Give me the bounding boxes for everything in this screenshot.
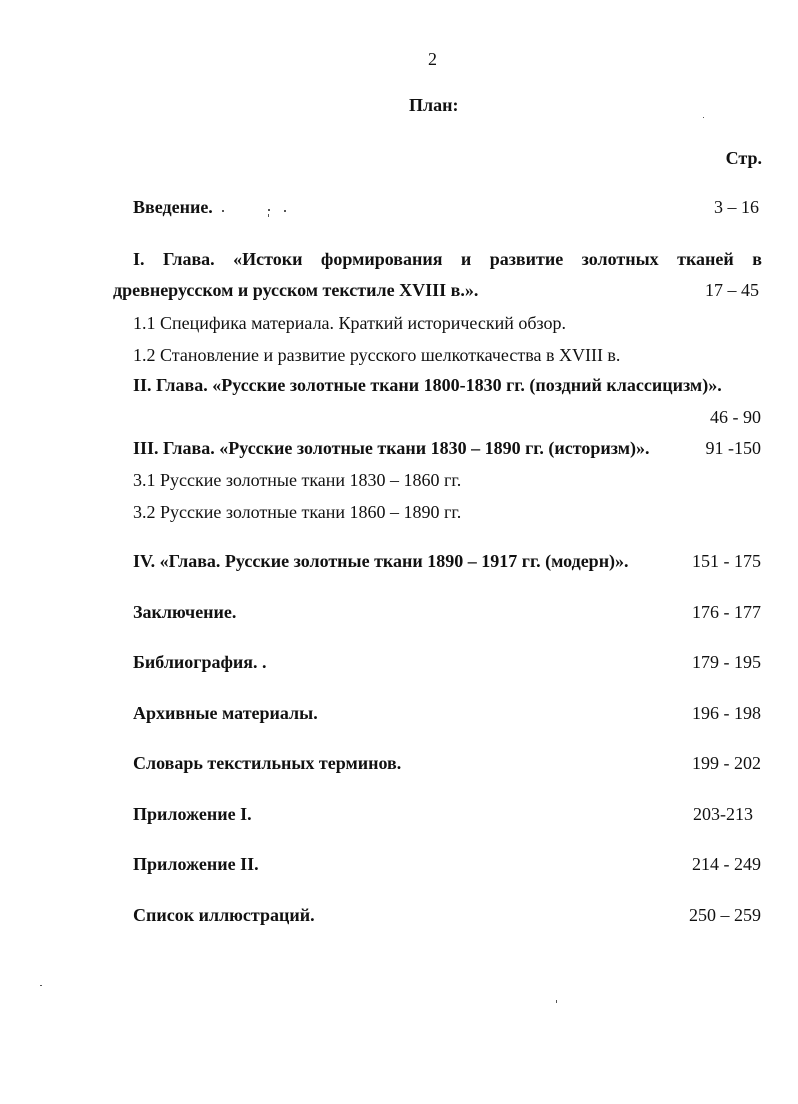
page-title: План: (409, 95, 459, 115)
toc-ch3-sub2: 3.2 Русские золотные ткани 1860 – 1890 гг. (133, 502, 462, 522)
scan-speck (703, 117, 704, 118)
toc-archives-pages: 196 - 198 (692, 703, 761, 723)
toc-illustrations-pages: 250 – 259 (689, 905, 761, 925)
toc-ch1-word: I. (133, 249, 145, 269)
scan-speck (556, 1000, 557, 1003)
toc-ch1-pages: 17 – 45 (705, 280, 759, 300)
toc-ch4-label: IV. «Глава. Русские золотные ткани 1890 – 1917 гг. (модерн)». (133, 551, 629, 571)
toc-bibliography-pages: 179 - 195 (692, 652, 761, 672)
scan-speck (268, 214, 269, 217)
toc-ch1-word: тканей (677, 249, 734, 269)
toc-ch1-word: и (460, 249, 472, 269)
toc-ch1-line2: древнерусском и русском текстиле XVIII в.». (113, 280, 479, 300)
toc-bibliography-label: Библиография. . (133, 652, 267, 672)
toc-appendix1-pages: 203-213 (693, 804, 753, 824)
toc-ch2-label: II. Глава. «Русские золотные ткани 1800-1830 гг. (поздний классицизм)». (133, 375, 722, 395)
toc-archives-label: Архивные материалы. (133, 703, 318, 723)
toc-conclusion-label: Заключение. (133, 602, 237, 622)
toc-ch1-word: в (752, 249, 762, 269)
toc-conclusion-pages: 176 - 177 (692, 602, 761, 622)
toc-appendix2-pages: 214 - 249 (692, 854, 761, 874)
toc-ch3-pages: 91 -150 (705, 438, 761, 458)
scan-speck (284, 210, 286, 212)
toc-ch1-word: золотных (581, 249, 659, 269)
scan-speck (268, 209, 270, 211)
toc-intro-label: Введение. (133, 197, 213, 217)
toc-ch1-word: формирования (320, 249, 443, 269)
toc-appendix1-label: Приложение I. (133, 804, 252, 824)
toc-ch3-sub1: 3.1 Русские золотные ткани 1830 – 1860 гг. (133, 470, 462, 490)
pages-column-header: Стр. (725, 148, 762, 168)
toc-ch1-word: развитие (489, 249, 564, 269)
scan-speck (40, 985, 42, 986)
toc-intro-pages: 3 – 16 (714, 197, 759, 217)
toc-ch1-word: «Истоки (233, 249, 303, 269)
toc-appendix2-label: Приложение II. (133, 854, 259, 874)
toc-ch3-label: III. Глава. «Русские золотные ткани 1830 – 1890 гг. (историзм)». (133, 438, 650, 458)
scan-speck (222, 210, 224, 212)
toc-ch1-line1 (133, 248, 762, 270)
page-number: 2 (428, 49, 437, 69)
toc-illustrations-label: Список иллюстраций. (133, 905, 315, 925)
toc-ch2-pages: 46 - 90 (710, 407, 761, 427)
toc-glossary-pages: 199 - 202 (692, 753, 761, 773)
toc-ch1-sub2: 1.2 Становление и развитие русского шелкоткачества в XVIII в. (133, 345, 621, 365)
toc-ch1-word: Глава. (162, 249, 215, 269)
toc-ch1-sub1: 1.1 Специфика материала. Краткий исторический обзор. (133, 313, 566, 333)
toc-ch4-pages: 151 - 175 (692, 551, 761, 571)
toc-glossary-label: Словарь текстильных терминов. (133, 753, 402, 773)
